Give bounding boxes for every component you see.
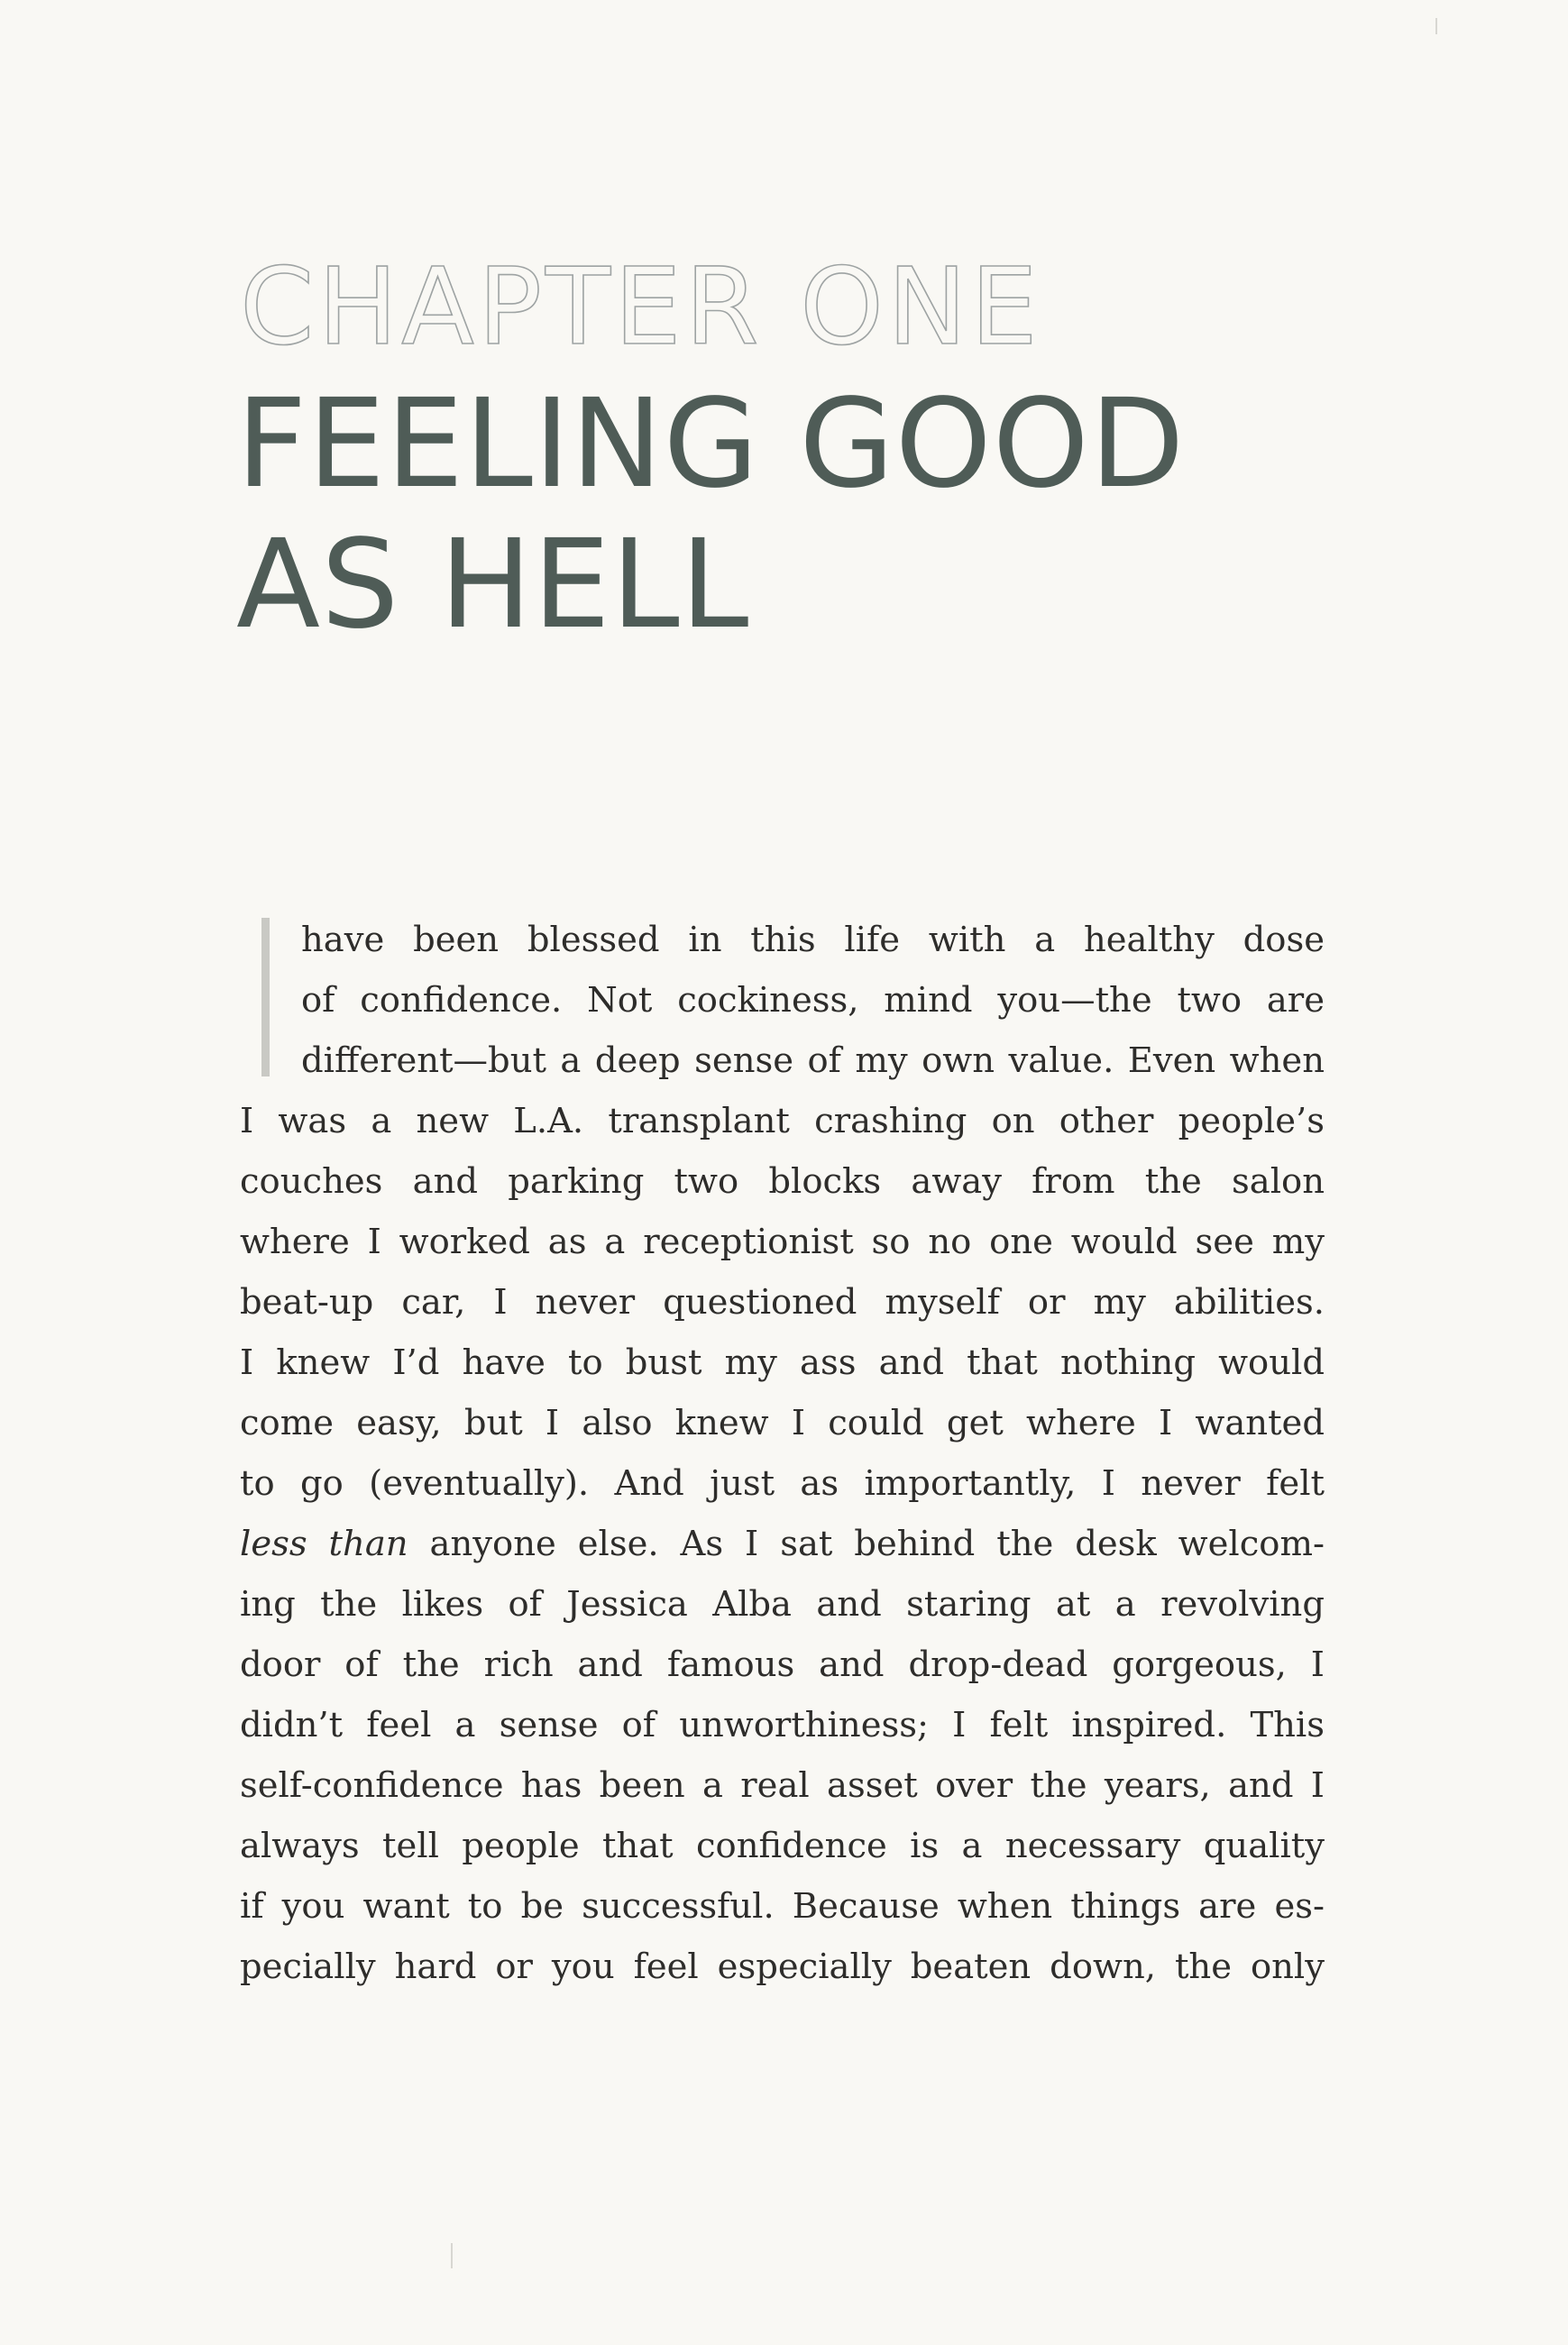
body-line: to go (eventually). And just as importantly, I never felt [240, 1463, 1325, 1504]
chapter-title-line-2: AS HELL [236, 514, 750, 656]
chapter-title [236, 374, 1186, 655]
body-line: didn’t feel a sense of unworthiness; I felt inspired. This [240, 1705, 1325, 1745]
body-line: have been blessed in this life with a healthy dose [301, 920, 1325, 960]
body-line [240, 1514, 1325, 1574]
chapter-title-line-1: FEELING GOOD [236, 373, 1186, 516]
italic-emphasis: less than [240, 1524, 408, 1564]
body-line: self-confidence has been a real asset over the years, and I [240, 1765, 1325, 1806]
chapter-label: CHAPTER ONE [240, 244, 1041, 369]
body-paragraph [240, 910, 1325, 1997]
body-line-rest: anyone else. As I sat behind the desk welcom- [408, 1524, 1325, 1564]
body-line: pecially hard or you feel especially beaten down, the only [240, 1947, 1325, 1987]
body-line: where I worked as a receptionist so no one would see my [240, 1222, 1325, 1262]
body-line: I was a new L.A. transplant crashing on other people’s [240, 1101, 1325, 1141]
scan-artifact [1435, 18, 1437, 34]
body-line: different—but a deep sense of my own value. Even when [301, 1040, 1325, 1081]
body-line: couches and parking two blocks away from the salon [240, 1161, 1325, 1202]
scan-artifact [451, 2243, 453, 2268]
body-line: door of the rich and famous and drop-dead gorgeous, I [240, 1644, 1325, 1685]
body-line: beat-up car, I never questioned myself or my abilities. [240, 1282, 1325, 1323]
body-line: if you want to be successful. Because when things are es- [240, 1886, 1325, 1927]
body-line: always tell people that confidence is a necessary quality [240, 1826, 1325, 1866]
body-line: I knew I’d have to bust my ass and that nothing would [240, 1342, 1325, 1383]
body-line: come easy, but I also knew I could get where I wanted [240, 1403, 1325, 1443]
body-line: ing the likes of Jessica Alba and staring at a revolving [240, 1584, 1325, 1625]
body-line: of confidence. Not cockiness, mind you—the two are [301, 980, 1325, 1021]
